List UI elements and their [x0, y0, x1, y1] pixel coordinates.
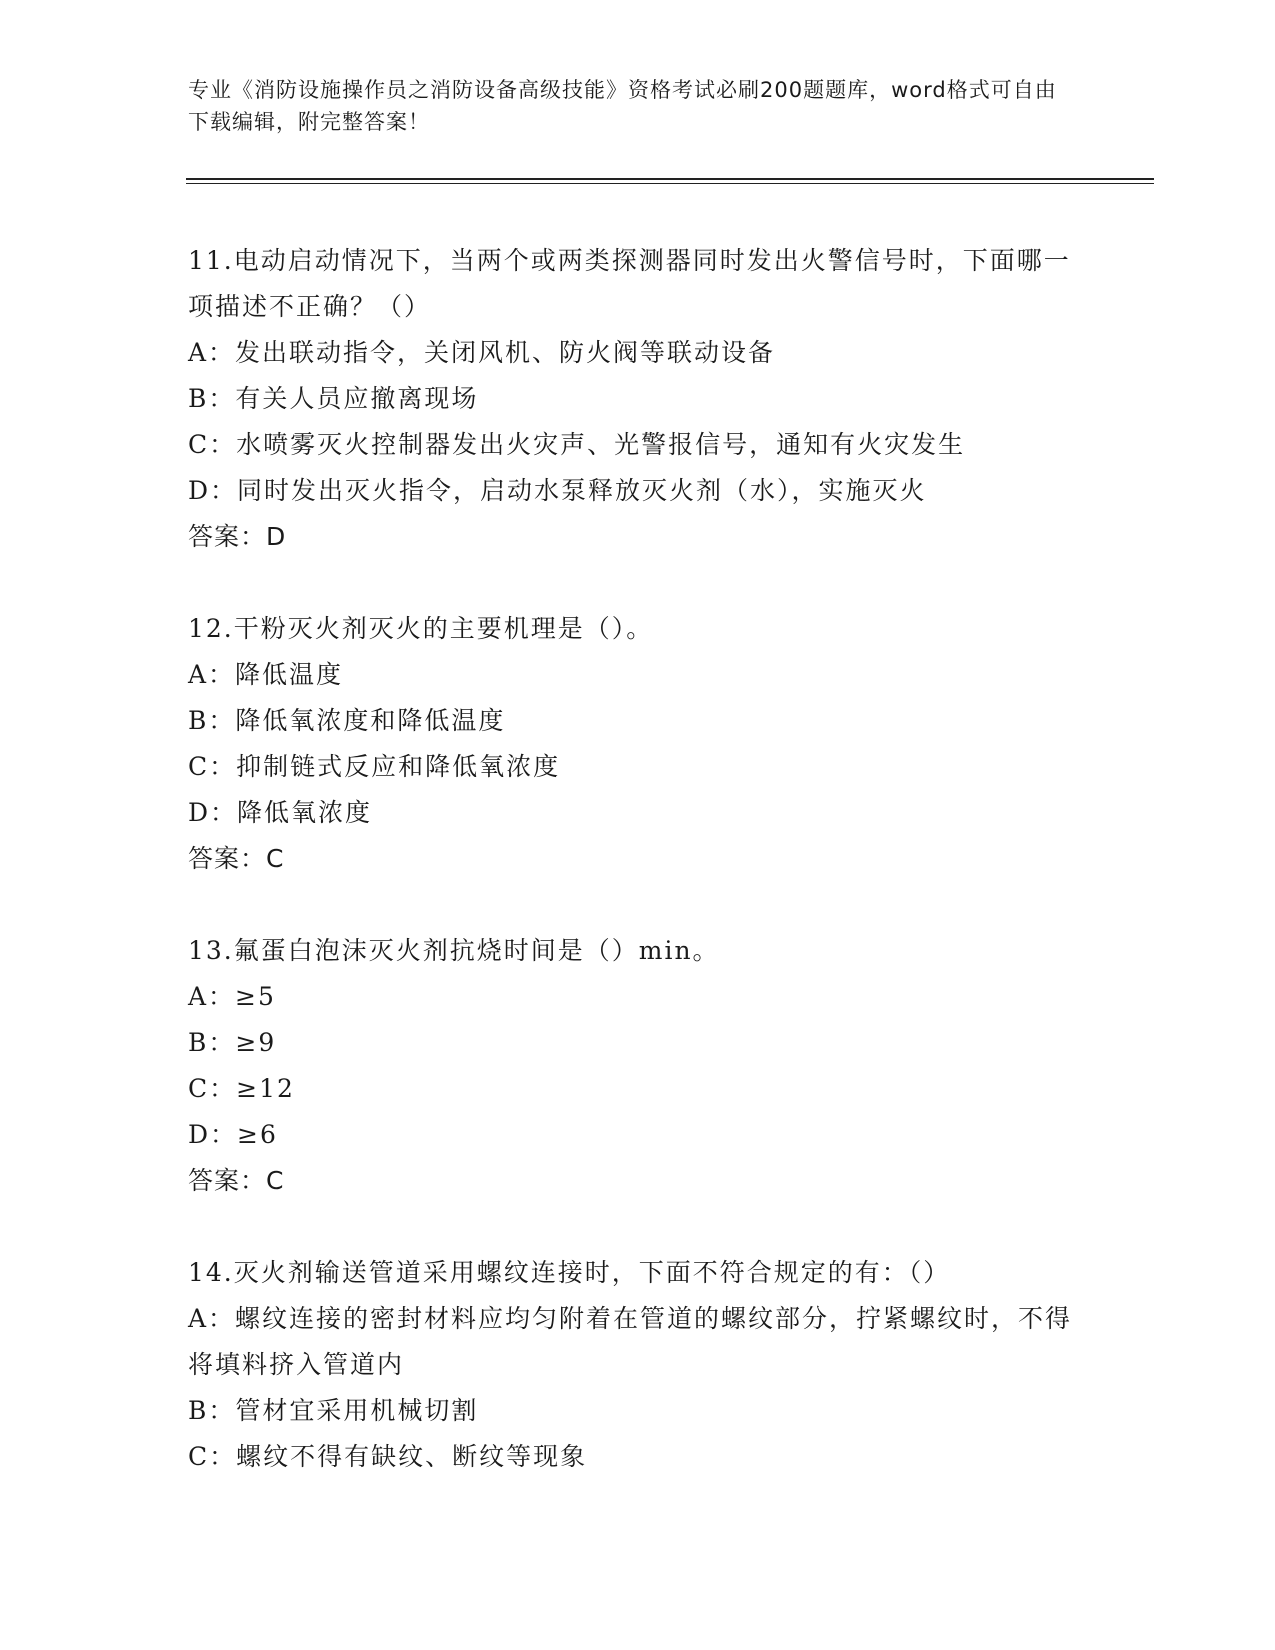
option-a: A：降低温度: [188, 660, 344, 689]
question-12: [188, 606, 1088, 882]
question-stem: 11.电动启动情况下，当两个或两类探测器同时发出火警信号时，下面哪一项描述不正确？（）: [188, 246, 1071, 321]
option-b: B：管材宜采用机械切割: [188, 1396, 479, 1425]
option-d: D：降低氧浓度: [188, 798, 373, 827]
option-a: A：发出联动指令，关闭风机、防火阀等联动设备: [188, 338, 776, 367]
option-b: B：降低氧浓度和降低温度: [188, 706, 506, 735]
option-a: A：螺纹连接的密封材料应均匀附着在管道的螺纹部分，拧紧螺纹时，不得将填料挤入管道内: [188, 1304, 1073, 1379]
option-d: D：≥6: [188, 1120, 278, 1149]
header-divider-thick: [186, 178, 1154, 180]
question-14: [188, 1250, 1088, 1480]
question-stem: 13.氟蛋白泡沫灭火剂抗烧时间是（）min。: [188, 936, 720, 965]
option-c: C：螺纹不得有缺纹、断纹等现象: [188, 1442, 588, 1471]
answer-label: 答案：D: [188, 522, 287, 551]
option-c: C：抑制链式反应和降低氧浓度: [188, 752, 561, 781]
question-list: [188, 238, 1088, 1526]
question-stem: 14.灭火剂输送管道采用螺纹连接时，下面不符合规定的有：（）: [188, 1258, 951, 1287]
option-b: B：有关人员应撤离现场: [188, 384, 479, 413]
option-d: D：同时发出灭火指令，启动水泵释放灭火剂（水），实施灭火: [188, 476, 927, 505]
question-13: [188, 928, 1088, 1204]
answer-label: 答案：C: [188, 1166, 285, 1195]
option-c: C：≥12: [188, 1074, 295, 1103]
document-header: 专业《消防设施操作员之消防设备高级技能》资格考试必刷200题题库，word格式可自由下载编辑，附完整答案！: [188, 78, 1057, 134]
option-a: A：≥5: [188, 982, 276, 1011]
header-divider-thin: [186, 183, 1154, 184]
option-b: B：≥9: [188, 1028, 277, 1057]
question-stem: 12.干粉灭火剂灭火的主要机理是（）。: [188, 614, 654, 643]
question-11: [188, 238, 1088, 560]
option-c: C：水喷雾灭火控制器发出火灾声、光警报信号，通知有火灾发生: [188, 430, 966, 459]
answer-label: 答案：C: [188, 844, 285, 873]
